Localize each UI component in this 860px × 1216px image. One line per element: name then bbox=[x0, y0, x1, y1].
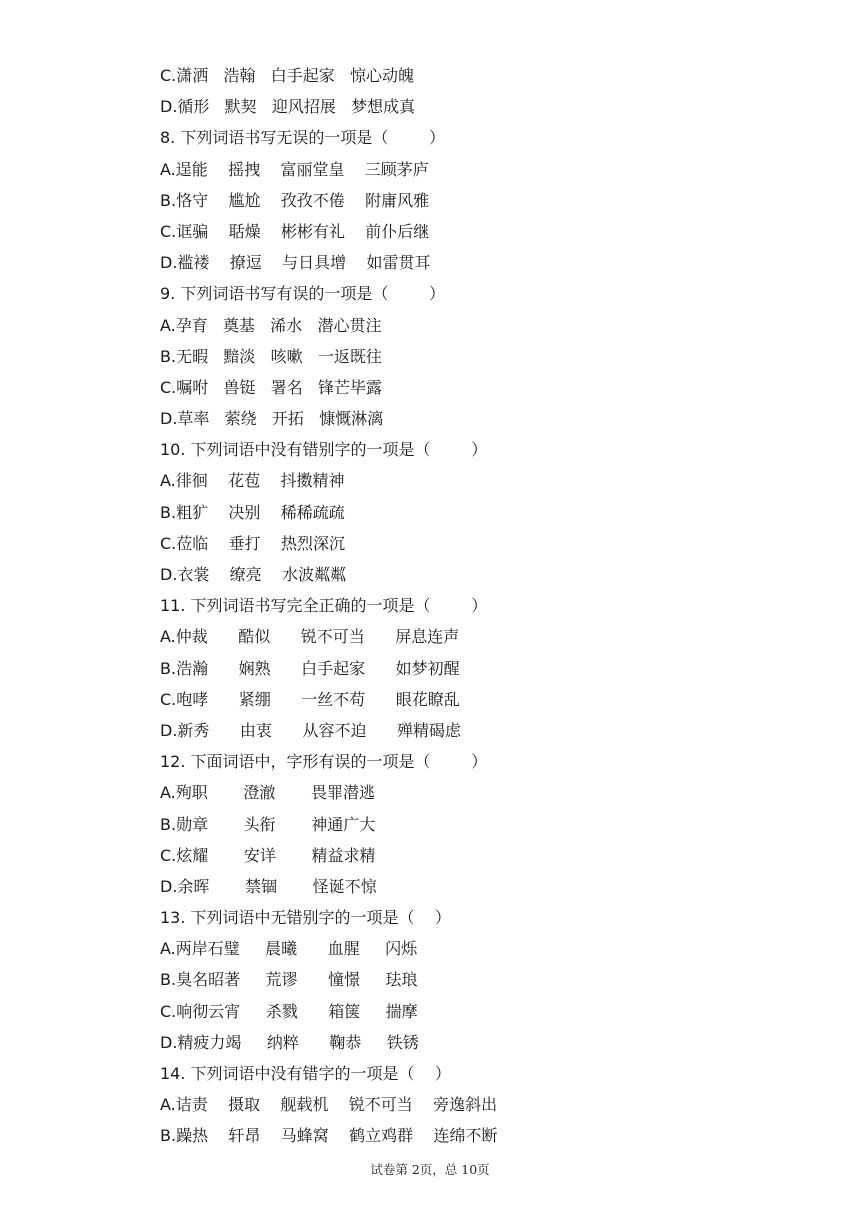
text-line: B.恪守 尴尬 孜孜不倦 附庸风雅 bbox=[160, 190, 430, 210]
text-line: D.新秀 由衷 从容不迫 殚精碣虑 bbox=[160, 720, 461, 740]
text-line: 9. 下列词语书写有误的一项是（ ） bbox=[160, 284, 446, 304]
text-line: D.余晖 禁锢 怪诞不惊 bbox=[160, 876, 377, 896]
text-line: 14. 下列词语中没有错字的一项是（ ） bbox=[160, 1064, 451, 1083]
text-line: D.褴褛 撩逗 与日具增 如雷贯耳 bbox=[160, 253, 431, 273]
text-line: 10. 下列词语中没有错别字的一项是（ ） bbox=[160, 440, 488, 460]
text-line: B.臭名昭著 荒谬 憧憬 珐琅 bbox=[160, 970, 418, 990]
text-line: A.孕育 奠基 浠水 潜心贯注 bbox=[160, 315, 382, 335]
question-content bbox=[160, 60, 780, 1152]
page-footer: 试卷第 2页，总 10页 bbox=[370, 1162, 490, 1177]
text-line: A.逞能 摇拽 富丽堂皇 三顾茅庐 bbox=[160, 159, 429, 179]
text-line: C.诓骗 聒燥 彬彬有礼 前仆后继 bbox=[160, 221, 430, 241]
text-line: 12. 下面词语中，字形有误的一项是（ ） bbox=[160, 752, 488, 772]
text-line: D.循形 默契 迎风招展 梦想成真 bbox=[160, 97, 416, 117]
text-line: C.咆哮 紧绷 一丝不苟 眼花瞭乱 bbox=[160, 689, 460, 709]
text-line: D.草率 萦绕 开拓 慷慨淋漓 bbox=[160, 409, 384, 429]
text-line: B.躁热 轩昂 马蜂窝 鹤立鸡群 连绵不断 bbox=[160, 1126, 498, 1146]
text-line: C.嘱咐 兽铤 署名 锋芒毕露 bbox=[160, 377, 383, 397]
text-line: A.诘责 摄取 舰载机 锐不可当 旁逸斜出 bbox=[160, 1095, 498, 1115]
text-line: B.粗犷 决别 稀稀疏疏 bbox=[160, 502, 345, 522]
text-line: A.两岸石璧 晨曦 血腥 闪烁 bbox=[160, 939, 418, 959]
text-line: A.仲裁 酷似 锐不可当 屏息连声 bbox=[160, 627, 460, 647]
text-line: A.徘徊 花苞 抖擞精神 bbox=[160, 471, 345, 491]
text-line: D.衣裳 缭亮 水波粼粼 bbox=[160, 565, 347, 584]
text-line: C.响彻云宵 杀戮 箱箧 揣摩 bbox=[160, 1001, 418, 1021]
text-line: A.殉职 澄澈 畏罪潜逃 bbox=[160, 783, 375, 803]
text-line: 13. 下列词语中无错别字的一项是（ ） bbox=[160, 908, 451, 928]
text-line: B.浩瀚 娴熟 白手起家 如梦初醒 bbox=[160, 658, 460, 678]
text-line: 8. 下列词语书写无误的一项是（ ） bbox=[160, 128, 446, 148]
text-line: C.炫耀 安详 精益求精 bbox=[160, 845, 376, 865]
text-line: D.精疲力竭 纳粹 鞠恭 铁锈 bbox=[160, 1032, 419, 1052]
text-line: C.潇洒 浩翰 白手起家 惊心动魄 bbox=[160, 66, 415, 85]
text-line: B.勋章 头衔 神通广大 bbox=[160, 814, 376, 834]
text-line: 11. 下列词语书写完全正确的一项是（ ） bbox=[160, 596, 488, 616]
text-line: B.无暇 黯淡 咳嗽 一返既往 bbox=[160, 346, 382, 366]
text-line: C.莅临 垂打 热烈深沉 bbox=[160, 533, 345, 553]
